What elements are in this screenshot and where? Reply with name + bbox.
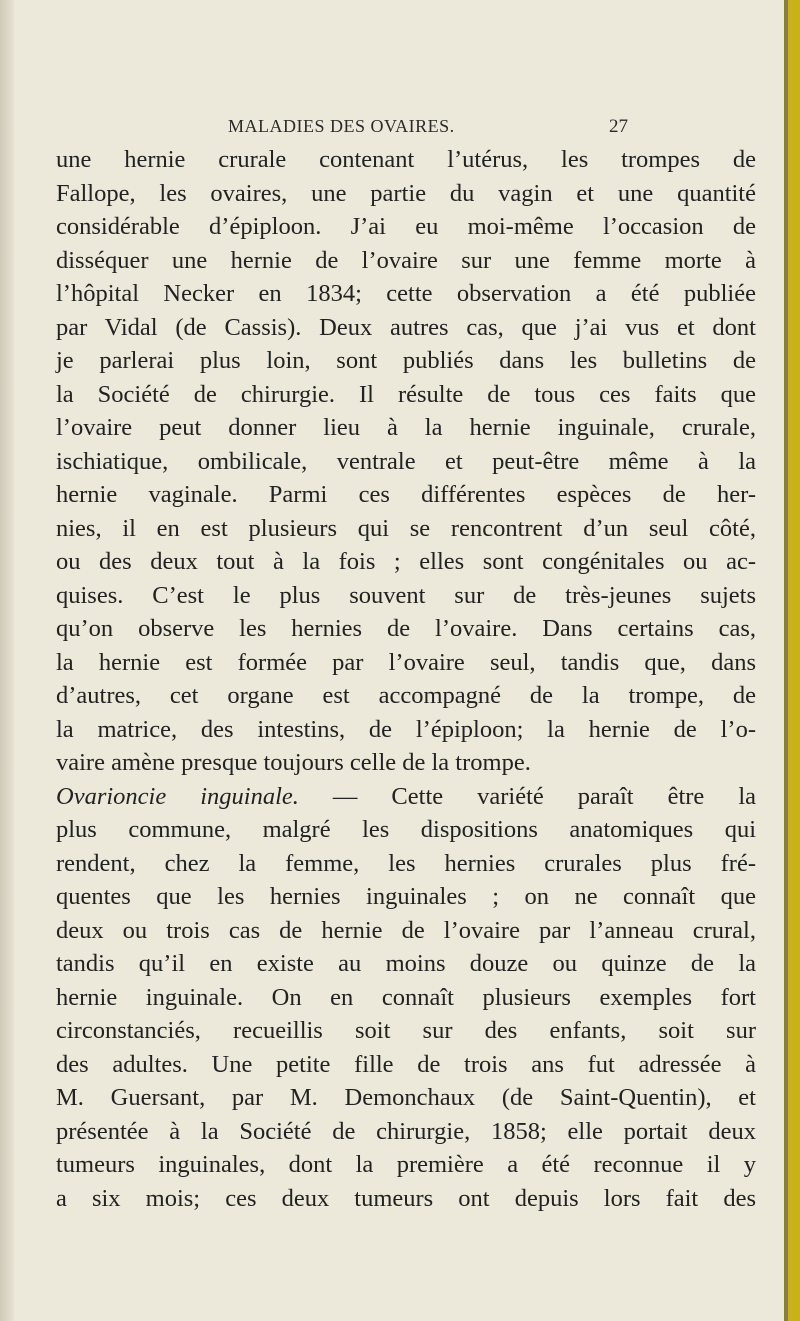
text-line: la Société de chirurgie. Il résulte de tous ces faits que <box>56 380 756 408</box>
running-header <box>228 116 628 142</box>
text-line: quentes que les hernies inguinales ; on ne connaît que <box>56 883 756 910</box>
text-line: a six mois; ces deux tumeurs ont depuis lors fait des <box>56 1184 756 1212</box>
text-line: M. Guersant, par M. Demonchaux (de Saint-Quentin), et <box>56 1084 756 1111</box>
text-line: plus commune, malgré les dispositions anatomiques qui <box>56 816 756 843</box>
text-line: une hernie crurale contenant l’utérus, les trompes de <box>56 146 756 173</box>
page-edge-binding <box>788 0 800 1321</box>
running-title: MALADIES DES OVAIRES. <box>228 116 455 136</box>
text-line: je parlerai plus loin, sont publiés dans les bulletins de <box>56 347 756 374</box>
text-line: disséquer une hernie de l’ovaire sur une femme morte à <box>56 246 756 274</box>
text-line: Fallope, les ovaires, une partie du vagin et une quantité <box>56 179 756 207</box>
text-line: hernie inguinale. On en connaît plusieurs exemples fort <box>56 983 756 1011</box>
text-line: qu’on observe les hernies de l’ovaire. Dans certains cas, <box>56 615 756 642</box>
body-text <box>56 143 756 1215</box>
page-gutter-shadow <box>0 0 14 1321</box>
text-line: hernie vaginale. Parmi ces différentes espèces de her- <box>56 481 756 508</box>
text-line: tumeurs inguinales, dont la première a été reconnue il y <box>56 1151 756 1178</box>
text-line: tandis qu’il en existe au moins douze ou quinze de la <box>56 950 756 977</box>
text-line: considérable d’épiploon. J’ai eu moi-même l’occasion de <box>56 213 756 240</box>
text-line: rendent, chez la femme, les hernies crurales plus fré- <box>56 849 756 877</box>
text-line: quises. C’est le plus souvent sur de très-jeunes sujets <box>56 581 756 609</box>
text-line: ischiatique, ombilicale, ventrale et peut-être même à la <box>56 447 756 475</box>
text-line: nies, il en est plusieurs qui se rencontrent d’un seul côté, <box>56 514 756 542</box>
text-line: l’ovaire peut donner lieu à la hernie inguinale, crurale, <box>56 414 756 441</box>
page-number: 27 <box>609 116 628 137</box>
text-line: l’hôpital Necker en 1834; cette observation a été publiée <box>56 280 756 307</box>
section-first-line <box>56 780 756 814</box>
text-line: la matrice, des intestins, de l’épiploon; la hernie de l’o- <box>56 715 756 743</box>
section-first-line-rest: — Cette variété paraît être la <box>298 782 757 810</box>
section-heading: Ovarioncie inguinale. <box>56 782 299 810</box>
text-line: d’autres, cet organe est accompagné de la trompe, de <box>56 682 756 709</box>
text-line: deux ou trois cas de hernie de l’ovaire par l’anneau crural, <box>56 916 756 944</box>
text-line: ou des deux tout à la fois ; elles sont congénitales ou ac- <box>56 548 756 575</box>
text-line: la hernie est formée par l’ovaire seul, tandis que, dans <box>56 648 756 676</box>
text-line: circonstanciés, recueillis soit sur des enfants, soit sur <box>56 1017 756 1044</box>
text-line: des adultes. Une petite fille de trois ans fut adressée à <box>56 1050 756 1078</box>
text-line: par Vidal (de Cassis). Deux autres cas, que j’ai vus et dont <box>56 313 756 341</box>
text-line: vaire amène presque toujours celle de la trompe. <box>56 749 531 776</box>
text-line: présentée à la Société de chirurgie, 1858; elle portait deux <box>56 1117 756 1145</box>
